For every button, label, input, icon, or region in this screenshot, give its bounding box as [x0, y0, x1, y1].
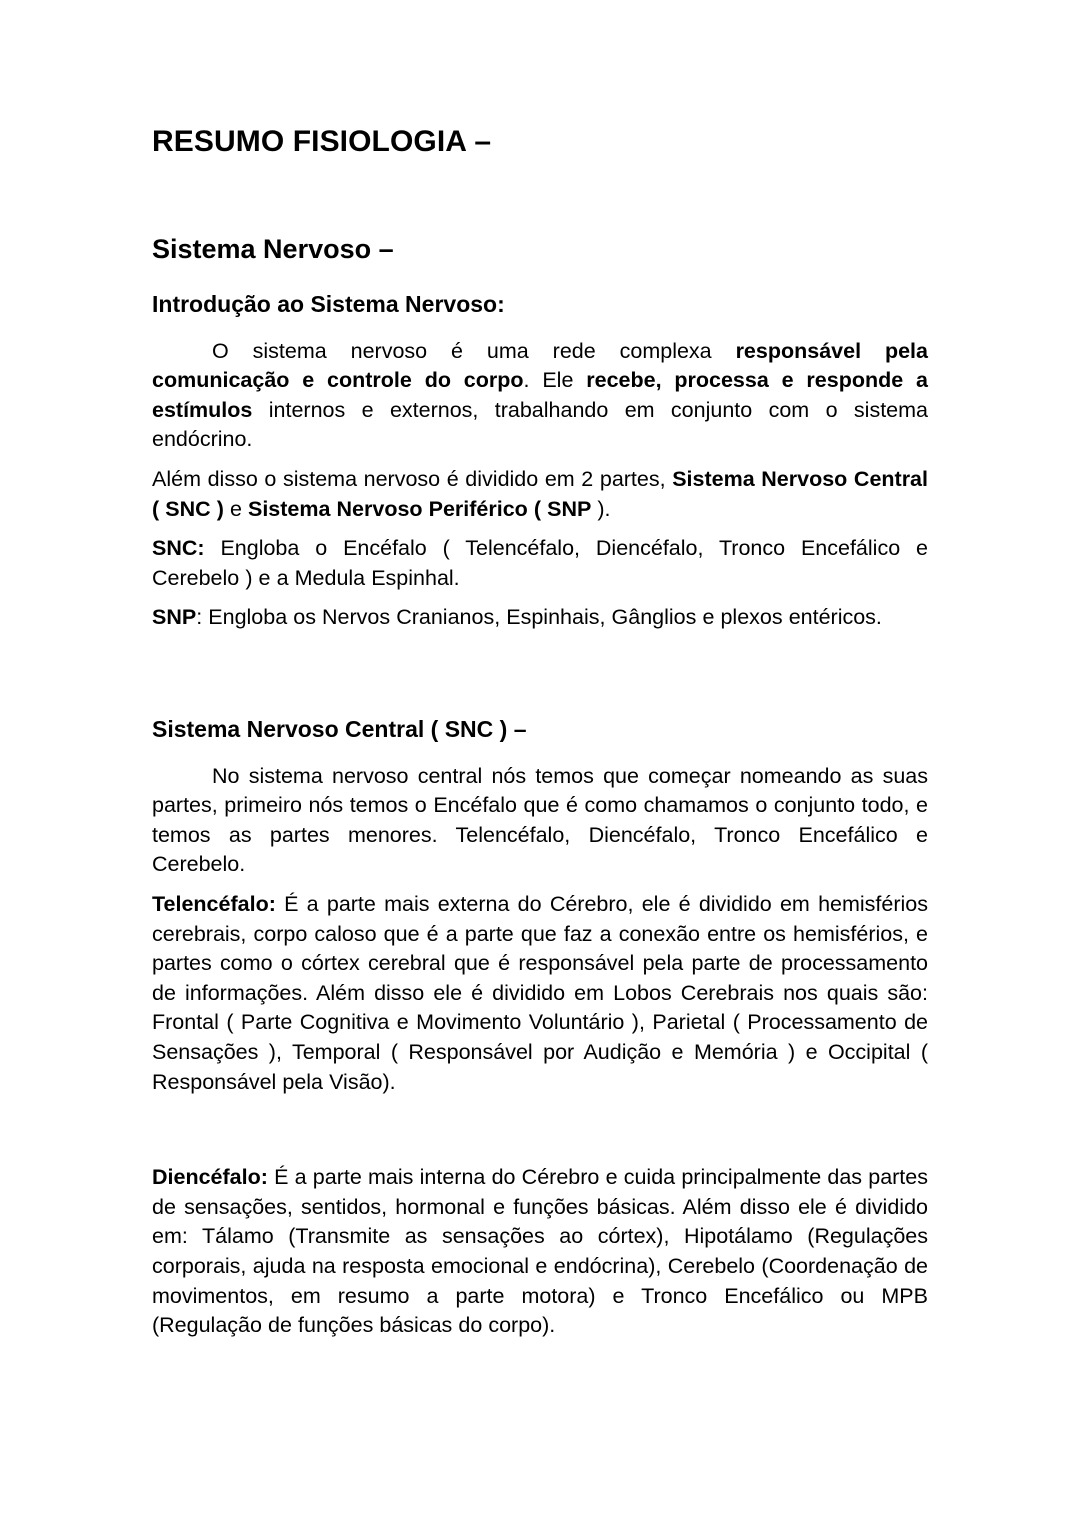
telencefalo-text: É a parte mais externa do Cérebro, ele é dividido em hemisférios cerebrais, corpo caloso que é a parte que faz a conexão entre os hemisférios, e partes como o córtex cerebral que é responsável pela parte de processamento de informações. Além disso ele é dividido em Lobos Cerebrais nos quais são: Frontal ( Parte Cognitiva e Movimento Voluntário ), Parietal ( Processamento de Sensações ), Temporal ( Responsável por Audição e Memória ) e Occipital ( Responsável pela Visão).: [152, 892, 928, 1094]
page-title: RESUMO FISIOLOGIA –: [152, 125, 492, 158]
divisao-snc-bold: Sistema Nervoso Central ( SNC ): [152, 466, 928, 521]
intro-text-part-4-bold: recebe, processa e responde a estímulos: [152, 368, 929, 422]
divisao-text-part-1: Além disso o sistema nervoso é dividido em 2 partes,: [152, 466, 673, 491]
telencefalo-label: Telencéfalo:: [152, 892, 276, 916]
paragraph-snc-introducao: [152, 744, 928, 880]
divisao-text-part-3: e: [223, 496, 248, 521]
intro-text-part-3: . Ele: [523, 368, 587, 393]
section-heading-sistema-nervoso-central: Sistema Nervoso Central ( SNC ) –: [152, 715, 527, 742]
snc-label: SNC:: [152, 536, 205, 561]
paragraph-divisao: [152, 455, 928, 524]
paragraph-diencefalo: [152, 1097, 928, 1341]
paragraph-snc-definicao: [152, 524, 928, 593]
document-content: [152, 0, 928, 1341]
paragraph-introducao: [152, 319, 928, 455]
snc-intro-text: No sistema nervoso central nós temos que começar nomeando as suas partes, primeiro nós temos o Encéfalo que é como chamamos o conjunto todo, e temos as partes menores. Telencéfalo, Diencéfalo, Tronco Encefálico e Cerebelo.: [152, 763, 928, 877]
paragraph-telencefalo: [152, 880, 928, 1097]
divisao-snp-bold: Sistema Nervoso Periférico ( SNP: [247, 496, 592, 521]
paragraph-snp-definicao: [152, 593, 928, 633]
subheading-introducao: Introdução ao Sistema Nervoso:: [152, 290, 505, 317]
intro-text-part-5: internos e externos, trabalhando em conjunto com o sistema endócrino.: [152, 397, 928, 452]
intro-text-part-1: O sistema nervoso é uma rede complexa: [212, 338, 736, 363]
divisao-text-part-5: ).: [591, 496, 611, 521]
diencefalo-text: É a parte mais interna do Cérebro e cuida principalmente das partes de sensações, sentidos, hormonal e funções básicas. Além disso ele é dividido em: Tálamo (Transmite as sensações ao córtex), Hipotálamo (Regulações corporais, ajuda na resposta emocional e endócrina), Cerebelo (Coordenação de movimentos, em resumo a parte motora) e Tronco Encefálico ou MPB (Regulação de funções básicas do corpo).: [152, 1165, 928, 1338]
snp-text: : Engloba os Nervos Cranianos, Espinhais, Gânglios e plexos entéricos.: [196, 605, 882, 630]
snp-label: SNP: [152, 605, 197, 630]
intro-text-part-2-bold: responsável pela comunicação e controle do corpo: [152, 338, 928, 393]
section-heading-sistema-nervoso: Sistema Nervoso –: [152, 234, 394, 265]
snc-text: Engloba o Encéfalo ( Telencéfalo, Diencéfalo, Tronco Encefálico e Cerebelo ) e a Medula Espinhal.: [152, 536, 928, 590]
diencefalo-label: Diencéfalo:: [152, 1165, 268, 1190]
